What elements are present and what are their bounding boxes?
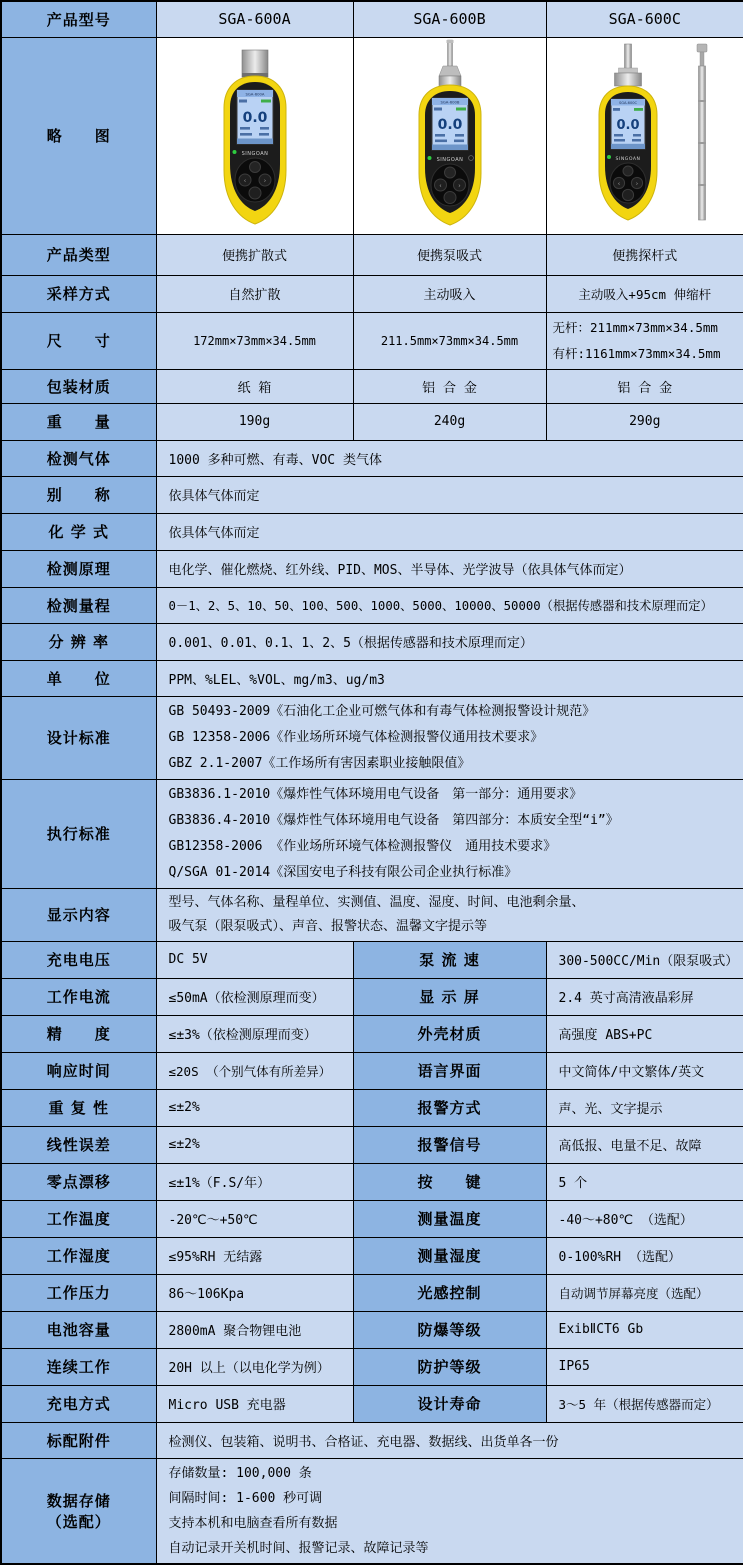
standard-line: GB 50493-2009《石油化工企业可燃气体和有毒气体检测报警设计规范》 [168, 703, 596, 719]
standard-line: GBZ 2.1-2007《工作场所有害因素职业接触限值》 [168, 755, 471, 771]
row-label: 工作电流 [1, 978, 156, 1015]
row-execution-standards [1, 779, 743, 888]
row-standard-accessories [1, 1422, 743, 1458]
screen-reading: 0.0 [616, 118, 640, 133]
svg-text:›: › [635, 180, 638, 188]
row-value: 检测仪、包装箱、说明书、合格证、充电器、数据线、出货单各一份 [156, 1422, 743, 1458]
model-b-cell: SGA-600B [353, 1, 546, 37]
row-value: -20℃～+50℃ [156, 1200, 353, 1237]
row-value-b: 240g [353, 403, 546, 440]
row-value-a: 便携扩散式 [156, 234, 353, 275]
row-value-c: 主动吸入+95cm 伸缩杆 [546, 275, 743, 312]
row-label: 检测原理 [1, 550, 156, 587]
row-label: 检测气体 [1, 440, 156, 476]
row-value: 依具体气体而定 [156, 513, 743, 550]
row-dimensions [1, 312, 743, 369]
gas-detector-b-illustration [355, 38, 545, 233]
row-value: 5 个 [546, 1163, 743, 1200]
header-label: 产品型号 [1, 1, 156, 37]
sketch-row [1, 37, 743, 234]
row-value: 2.4 英寸高清液晶彩屏 [546, 978, 743, 1015]
row-value: 高低报、电量不足、故障 [546, 1126, 743, 1163]
row-value-c [546, 312, 743, 369]
row-value: 高强度 ABS+PC [546, 1015, 743, 1052]
row-continuous-work-protection [1, 1348, 743, 1385]
row-label: 充电电压 [1, 941, 156, 978]
status-led [607, 155, 611, 159]
row-label: 测量湿度 [353, 1237, 546, 1274]
storage-line: 支持本机和电脑查看所有数据 [168, 1515, 338, 1531]
row-label: 响应时间 [1, 1052, 156, 1089]
row-label: 重 复 性 [1, 1089, 156, 1126]
gas-detector-c-illustration [550, 38, 740, 233]
row-packaging [1, 369, 743, 403]
storage-label-line: （选配） [46, 1512, 111, 1531]
row-label: 执行标准 [1, 779, 156, 888]
device-image-sga-600b [353, 37, 546, 234]
row-value-a: 190g [156, 403, 353, 440]
row-label: 零点漂移 [1, 1163, 156, 1200]
standard-line: GB3836.4-2010《爆炸性气体环境用电气设备 第四部分：本质安全型“i”》 [168, 812, 619, 828]
row-label [1, 1458, 156, 1564]
row-weight [1, 403, 743, 440]
row-label: 报警方式 [353, 1089, 546, 1126]
row-value: ≤±3%（依检测原理而变） [156, 1015, 353, 1052]
row-value: ≤50mA（依检测原理而变） [156, 978, 353, 1015]
row-accuracy-shell-material [1, 1015, 743, 1052]
row-zero-drift-buttons [1, 1163, 743, 1200]
svg-text:‹: ‹ [438, 182, 442, 190]
row-working-current-display [1, 978, 743, 1015]
row-label: 标配附件 [1, 1422, 156, 1458]
standard-line: Q/SGA 01-2014《深国安电子科技有限公司企业执行标准》 [168, 864, 518, 880]
row-label: 设计标准 [1, 696, 156, 779]
row-pressure-light-control [1, 1274, 743, 1311]
storage-label-line: 数据存储 [46, 1491, 111, 1510]
row-resolution [1, 623, 743, 660]
status-led [427, 156, 431, 160]
row-value: 自动调节屏幕亮度（选配） [546, 1274, 743, 1311]
row-value: 1000 多种可燃、有毒、VOC 类气体 [156, 440, 743, 476]
screen-title: SGA-600C [618, 101, 637, 105]
svg-text:‹: ‹ [243, 177, 246, 185]
row-value: ExibⅡCT6 Gb [546, 1311, 743, 1348]
row-value-b: 便携泵吸式 [353, 234, 546, 275]
row-label: 防护等级 [353, 1348, 546, 1385]
row-label: 检测量程 [1, 587, 156, 623]
row-value-b: 铝 合 金 [353, 369, 546, 403]
row-charging-method-design-life [1, 1385, 743, 1422]
svg-text:‹: ‹ [617, 180, 620, 188]
storage-line: 自动记录开关机时间、报警记录、故障记录等 [168, 1540, 429, 1556]
pump-probe [447, 40, 452, 66]
row-data-storage [1, 1458, 743, 1564]
row-value: ≤±1%（F.S/年） [156, 1163, 353, 1200]
row-label: 报警信号 [353, 1126, 546, 1163]
row-value [156, 1458, 743, 1564]
storage-line: 存储数量: 100,000 条 [168, 1465, 312, 1481]
row-units [1, 660, 743, 696]
status-led [232, 150, 236, 154]
row-label: 工作湿度 [1, 1237, 156, 1274]
row-value: 20H 以上（以电化学为例） [156, 1348, 353, 1385]
row-label: 重 量 [1, 403, 156, 440]
row-value-c: 290g [546, 403, 743, 440]
row-linearity-alarm-signal [1, 1126, 743, 1163]
row-label: 显示内容 [1, 888, 156, 941]
content-line: 型号、气体名称、量程单位、实测值、温度、湿度、时间、电池剩余量、 [168, 894, 585, 910]
row-product-type [1, 234, 743, 275]
row-label: 采样方式 [1, 275, 156, 312]
row-value [156, 779, 743, 888]
row-label: 测量温度 [353, 1200, 546, 1237]
row-detected-gases [1, 440, 743, 476]
row-value: 电化学、催化燃烧、红外线、PID、MOS、半导体、光学波导（依具体气体而定） [156, 550, 743, 587]
row-value: 0.001、0.01、0.1、1、2、5（根据传感器和技术原理而定） [156, 623, 743, 660]
content-line: 吸气泵（限泵吸式）、声音、报警状态、温馨文字提示等 [168, 918, 488, 934]
row-value: PPM、%LEL、%VOL、mg/m3、ug/m3 [156, 660, 743, 696]
brand-text: SINGOAN [615, 157, 641, 162]
row-label: 分 辨 率 [1, 623, 156, 660]
screen-title: SGA-600A [244, 91, 265, 97]
row-detection-range [1, 587, 743, 623]
model-c-cell: SGA-600C [546, 1, 743, 37]
row-value: DC 5V [156, 941, 353, 978]
row-value: 3～5 年（根据传感器而定） [546, 1385, 743, 1422]
brand-text: SINGOAN [436, 157, 463, 163]
row-label: 线性误差 [1, 1126, 156, 1163]
row-value: 86～106Kpa [156, 1274, 353, 1311]
row-alias [1, 476, 743, 513]
device-image-sga-600a [156, 37, 353, 234]
model-a-cell: SGA-600A [156, 1, 353, 37]
screen-reading: 0.0 [242, 110, 267, 126]
row-value [156, 696, 743, 779]
row-value: IP65 [546, 1348, 743, 1385]
row-label: 工作压力 [1, 1274, 156, 1311]
storage-line: 间隔时间: 1-600 秒可调 [168, 1490, 323, 1506]
row-label: 产品类型 [1, 234, 156, 275]
svg-text:›: › [457, 182, 461, 190]
row-label: 别 称 [1, 476, 156, 513]
row-value: 声、光、文字提示 [546, 1089, 743, 1126]
row-label: 防爆等级 [353, 1311, 546, 1348]
row-label: 语言界面 [353, 1052, 546, 1089]
row-value: 300-500CC/Min（限泵吸式） [546, 941, 743, 978]
screen-reading: 0.0 [437, 117, 462, 133]
row-label: 工作温度 [1, 1200, 156, 1237]
row-response-time-language [1, 1052, 743, 1089]
row-value: 0-100%RH （选配） [546, 1237, 743, 1274]
row-value-b: 主动吸入 [353, 275, 546, 312]
standard-line: GB 12358-2006《作业场所环境气体检测报警仪通用技术要求》 [168, 729, 544, 745]
row-value: ≤±2% [156, 1089, 353, 1126]
row-label: 化 学 式 [1, 513, 156, 550]
sensor-cap [242, 50, 268, 77]
row-battery-explosion-proof [1, 1311, 743, 1348]
row-value-a: 自然扩散 [156, 275, 353, 312]
row-design-standards [1, 696, 743, 779]
dimension-with-rod: 有杆:1161mm×73mm×34.5mm [552, 345, 721, 361]
row-value: ≤95%RH 无结露 [156, 1237, 353, 1274]
row-label: 显 示 屏 [353, 978, 546, 1015]
row-value: Micro USB 充电器 [156, 1385, 353, 1422]
row-value: ≤±2% [156, 1126, 353, 1163]
row-label: 充电方式 [1, 1385, 156, 1422]
row-label: 单 位 [1, 660, 156, 696]
row-label: 包装材质 [1, 369, 156, 403]
telescopic-rod-tip [697, 44, 707, 52]
row-working-humidity-measure-humidity [1, 1237, 743, 1274]
row-label: 泵 流 速 [353, 941, 546, 978]
row-charging-voltage-pump-flow [1, 941, 743, 978]
sketch-label: 略 图 [1, 37, 156, 234]
row-chemical-formula [1, 513, 743, 550]
row-label: 按 键 [353, 1163, 546, 1200]
header-row [1, 1, 743, 37]
svg-text:›: › [263, 177, 266, 185]
row-label: 精 度 [1, 1015, 156, 1052]
row-label: 连续工作 [1, 1348, 156, 1385]
row-value-c: 铝 合 金 [546, 369, 743, 403]
row-working-temp-measure-temp [1, 1200, 743, 1237]
row-value-a: 172mm×73mm×34.5mm [156, 312, 353, 369]
device-image-sga-600c [546, 37, 743, 234]
row-value: 0－1、2、5、10、50、100、500、1000、5000、10000、50000（根据传感器和技术原理而定） [156, 587, 743, 623]
row-label: 设计寿命 [353, 1385, 546, 1422]
row-label: 电池容量 [1, 1311, 156, 1348]
screen-title: SGA-600B [439, 99, 460, 105]
dimension-without-rod: 无杆：211mm×73mm×34.5mm [552, 319, 718, 335]
brand-text: SINGOAN [241, 151, 268, 157]
row-value-a: 纸 箱 [156, 369, 353, 403]
gas-detector-a-illustration [160, 38, 350, 233]
standard-line: GB3836.1-2010《爆炸性气体环境用电气设备 第一部分：通用要求》 [168, 786, 583, 802]
row-value-b: 211.5mm×73mm×34.5mm [353, 312, 546, 369]
row-label: 尺 寸 [1, 312, 156, 369]
row-sampling-method [1, 275, 743, 312]
row-value: ≤20S （个别气体有所差异） [156, 1052, 353, 1089]
row-value: 2800mA 聚合物锂电池 [156, 1311, 353, 1348]
row-value: 中文简体/中文繁体/英文 [546, 1052, 743, 1089]
row-label: 光感控制 [353, 1274, 546, 1311]
row-display-content [1, 888, 743, 941]
row-value [156, 888, 743, 941]
row-repeatability-alarm-mode [1, 1089, 743, 1126]
standard-line: GB12358-2006 《作业场所环境气体检测报警仪 通用技术要求》 [168, 838, 557, 854]
row-value: 依具体气体而定 [156, 476, 743, 513]
row-label: 外壳材质 [353, 1015, 546, 1052]
row-detection-principle [1, 550, 743, 587]
row-value: -40～+80℃ （选配） [546, 1200, 743, 1237]
row-value-c: 便携探杆式 [546, 234, 743, 275]
